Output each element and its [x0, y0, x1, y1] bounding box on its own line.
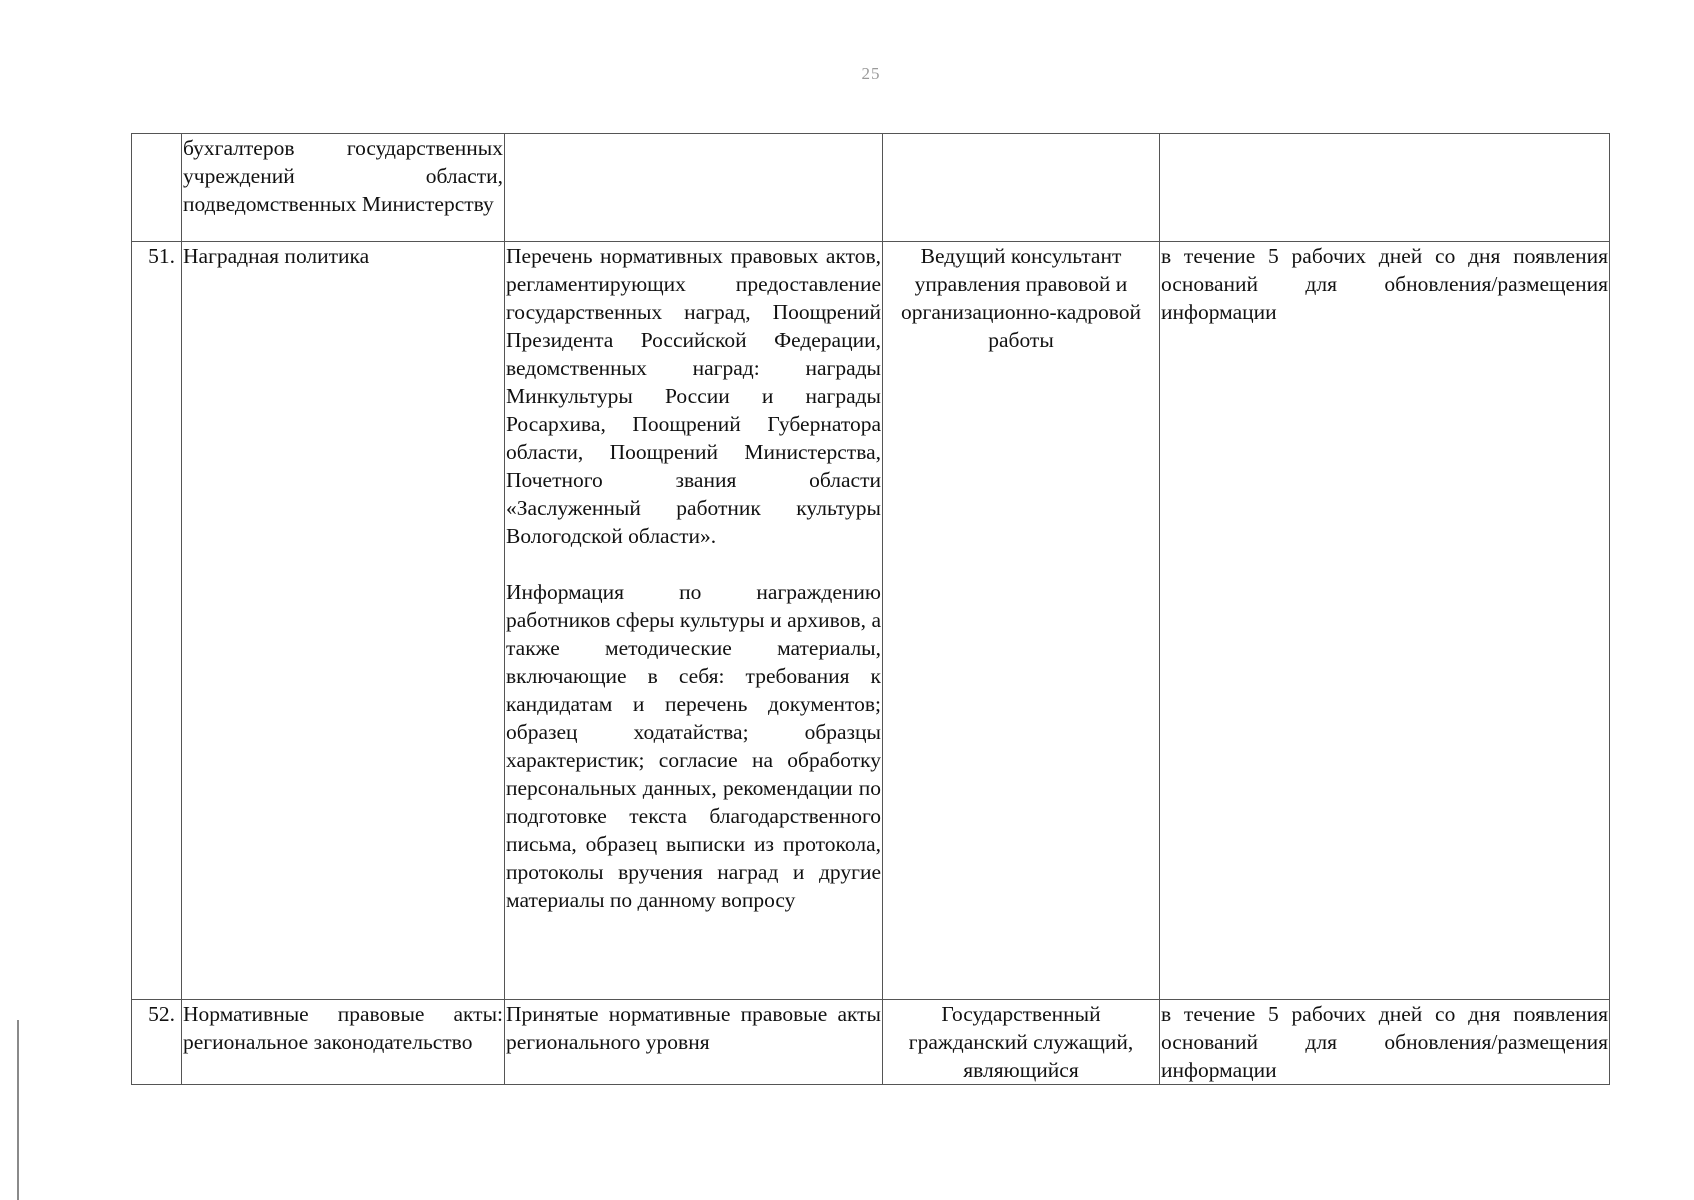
row-deadline: в течение 5 рабочих дней со дня появления оснований для обновления/размещения информации — [1160, 242, 1610, 1000]
scan-margin-line — [17, 1020, 19, 1200]
row-topic: бухгалтеров государственных учреждений области, подведомственных Министерству — [182, 134, 505, 242]
content-paragraph: Информация по награждению работников сферы культуры и архивов, а также методические материалы, включающие в себя: требования к кандидатам и перечень документов; образец ходатайства; образцы характеристик; согласие на обработку персональных данных, рекомендации по подготовке текста благодарственного письма, образец выписки из протокола, протоколы вручения наград и другие материалы по данному вопросу — [506, 580, 881, 912]
row-responsible — [883, 134, 1160, 242]
row-number — [132, 134, 182, 242]
row-number: 51. — [132, 242, 182, 1000]
table-row — [132, 1000, 1610, 1085]
row-number: 52. — [132, 1000, 182, 1085]
row-topic: Наградная политика — [182, 242, 505, 1000]
row-deadline — [1160, 134, 1610, 242]
row-content: Принятые нормативные правовые акты регионального уровня — [505, 1000, 883, 1085]
document-table — [131, 133, 1610, 1085]
row-responsible: Ведущий консультант управления правовой и организационно-кадровой работы — [883, 242, 1160, 1000]
row-responsible: Государственный гражданский служащий, являющийся — [883, 1000, 1160, 1085]
row-deadline: в течение 5 рабочих дней со дня появления оснований для обновления/размещения информации — [1160, 1000, 1610, 1085]
row-topic: Нормативные правовые акты: региональное законодательство — [182, 1000, 505, 1085]
table-row — [132, 134, 1610, 242]
table-row — [132, 242, 1610, 1000]
page-number: 25 — [861, 64, 881, 83]
row-content — [505, 242, 883, 1000]
content-paragraph: Перечень нормативных правовых актов, регламентирующих предоставление государственных наград, Поощрений Президента Российской Федерации, ведомственных наград: награды Минкультуры России и награды Росархива, Поощрений Губернатора области, Поощрений Министерства, Почетного звания области «Заслуженный работник культуры Вологодской области». — [506, 244, 881, 548]
row-content — [505, 134, 883, 242]
